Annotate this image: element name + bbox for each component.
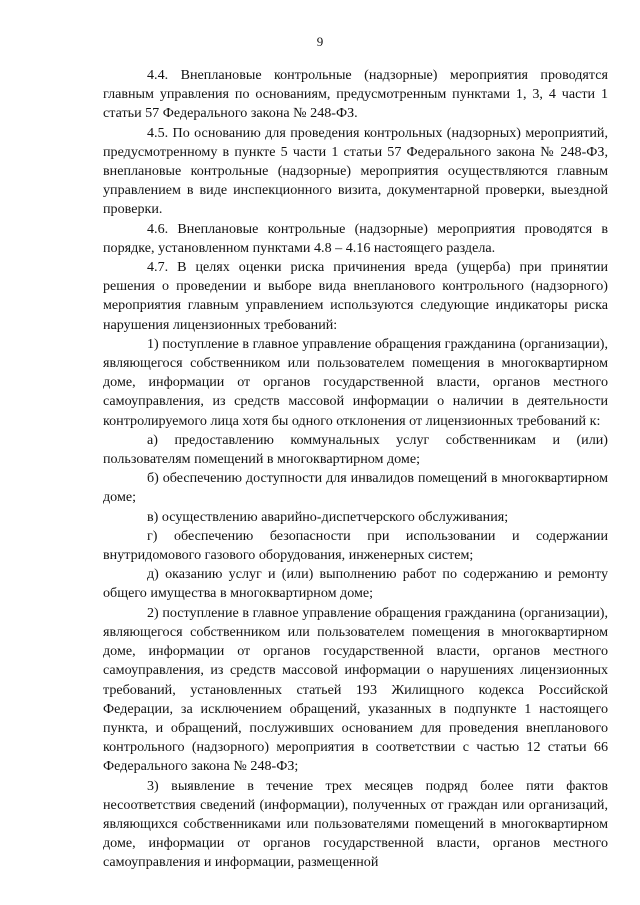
- list-item-3: 3) выявление в течение трех месяцев подряд более пяти фактов несоответствия сведений (информации), полученных от граждан или организаций, являющихся собственниками или пользователями помещений в многоквартирном доме, информации от органов государственной власти, органов местного самоуправления и информации, размещенной: [103, 777, 608, 871]
- paragraph-4-7: 4.7. В целях оценки риска причинения вреда (ущерба) при принятии решения о проведении и выборе вида внепланового контрольного (надзорного) мероприятия главным управлением используются следующие индикаторы риска нарушения лицензионных требований:: [103, 259, 608, 333]
- page-number: 9: [316, 34, 324, 49]
- paragraph-4-4: 4.4. Внеплановые контрольные (надзорные) мероприятия проводятся главным управления по основаниям, предусмотренным пунктами 1, 3, 4 части 1 статьи 57 Федерального закона № 248-ФЗ.: [103, 67, 608, 122]
- paragraph-4-6: 4.6. Внеплановые контрольные (надзорные) мероприятия проводятся в порядке, установленном пунктами 4.8 – 4.16 настоящего раздела.: [103, 220, 608, 256]
- list-item-2: 2) поступление в главное управление обращения гражданина (организации), являющегося собственником или пользователем помещения в многоквартирном доме, информации от органов государственной власти, органов местного самоуправления, из средств массовой информации о нарушениях лицензионных требований, установленных статьей 193 Жилищного кодекса Российской Федерации, за исключением обращений, указанных в подпункте 1 настоящего пункта, и обращений, послуживших основанием для проведения внепланового контрольного (надзорного) мероприятия в соответствии с частью 12 статьи 66 Федерального закона № 248-ФЗ;: [103, 604, 608, 775]
- sub-item-g: г) обеспечению безопасности при использовании и содержании внутридомового газового оборудования, инженерных систем;: [103, 527, 608, 564]
- sub-item-v: в) осуществлению аварийно-диспетчерского обслуживания;: [147, 508, 509, 525]
- document-body: [103, 66, 608, 873]
- sub-item-b: б) обеспечению доступности для инвалидов помещений в многоквартирном доме;: [103, 470, 608, 506]
- list-item-1: 1) поступление в главное управление обращения гражданина (организации), являющегося собственником или пользователем помещения в многоквартирном доме, информации от органов государственной власти, органов местного самоуправления, из средств массовой информации о наличии в деятельности контролируемого лица хотя бы одного отклонения от лицензионных требований к:: [103, 335, 608, 429]
- paragraph-4-5: 4.5. По основанию для проведения контрольных (надзорных) мероприятий, предусмотренному в пункте 5 части 1 статьи 57 Федерального закона № 248-ФЗ, внеплановые контрольные (надзорные) мероприятия осуществляются главным управлением в виде инспекционного визита, документарной проверки, выездной проверки.: [103, 124, 608, 218]
- sub-item-d: д) оказанию услуг и (или) выполнению работ по содержанию и ремонту общего имущества в многоквартирном доме;: [103, 566, 608, 602]
- sub-item-a: а) предоставлению коммунальных услуг собственникам и (или) пользователям помещений в многоквартирном доме;: [103, 431, 608, 468]
